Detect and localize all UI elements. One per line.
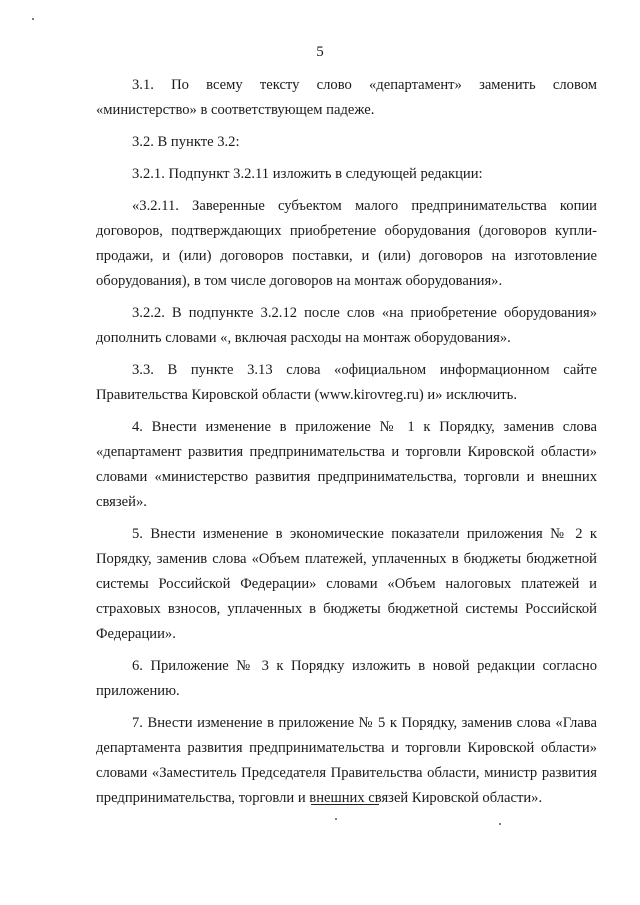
paragraph-quoted-3-2-11: «3.2.11. Заверенные субъектом малого предпринимательства копии договоров, подтверждающих приобретение оборудования (договоров купли-продажи, и (или) договоров поставки, и (или) договоров на изготовление оборудования), в том числе договоров на монтаж оборудования». — [96, 198, 597, 289]
paragraph-3-3: 3.3. В пункте 3.13 слова «официальном информационном сайте Правительства Кировской области (www.kirovreg.ru) и» исключить. — [96, 362, 597, 403]
page-number: 5 — [316, 44, 324, 60]
scan-speck — [499, 823, 501, 825]
paragraph-5: 5. Внести изменение в экономические показатели приложения № 2 к Порядку, заменив слова «Объем платежей, уплаченных в бюджеты бюджетной системы Российской Федерации» словами «Объем налоговых платежей и страховых взносов, уплаченных в бюджеты бюджетной системы Российской Федерации». — [96, 526, 597, 642]
paragraph-3-2-2: 3.2.2. В подпункте 3.2.12 после слов «на приобретение оборудования» дополнить словами «, включая расходы на монтаж оборудования». — [96, 305, 597, 346]
document-body — [96, 73, 597, 818]
scan-speck — [335, 818, 337, 820]
paragraph-3-2-1: 3.2.1. Подпункт 3.2.11 изложить в следующей редакции: — [132, 166, 483, 182]
paragraph-3-1: 3.1. По всему тексту слово «департамент» заменить словом «министерство» в соответствующем падеже. — [96, 77, 597, 118]
paragraph-3-2: 3.2. В пункте 3.2: — [132, 134, 240, 150]
paragraph-4: 4. Внести изменение в приложение № 1 к Порядку, заменив слова «департамент развития предпринимательства и торговли Кировской области» словами «министерство развития предпринимательства, торговли и внешних связей». — [96, 419, 597, 510]
scan-speck — [32, 18, 34, 20]
paragraph-6: 6. Приложение № 3 к Порядку изложить в новой редакции согласно приложению. — [96, 658, 597, 699]
closing-rule — [311, 804, 379, 805]
paragraph-7: 7. Внести изменение в приложение № 5 к Порядку, заменив слова «Глава департамента развития предпринимательства и торговли Кировской области» словами «Заместитель Председателя Правительства области, министр развития предпринимательства, торговли и внешних связей Кировской области». — [96, 715, 597, 806]
